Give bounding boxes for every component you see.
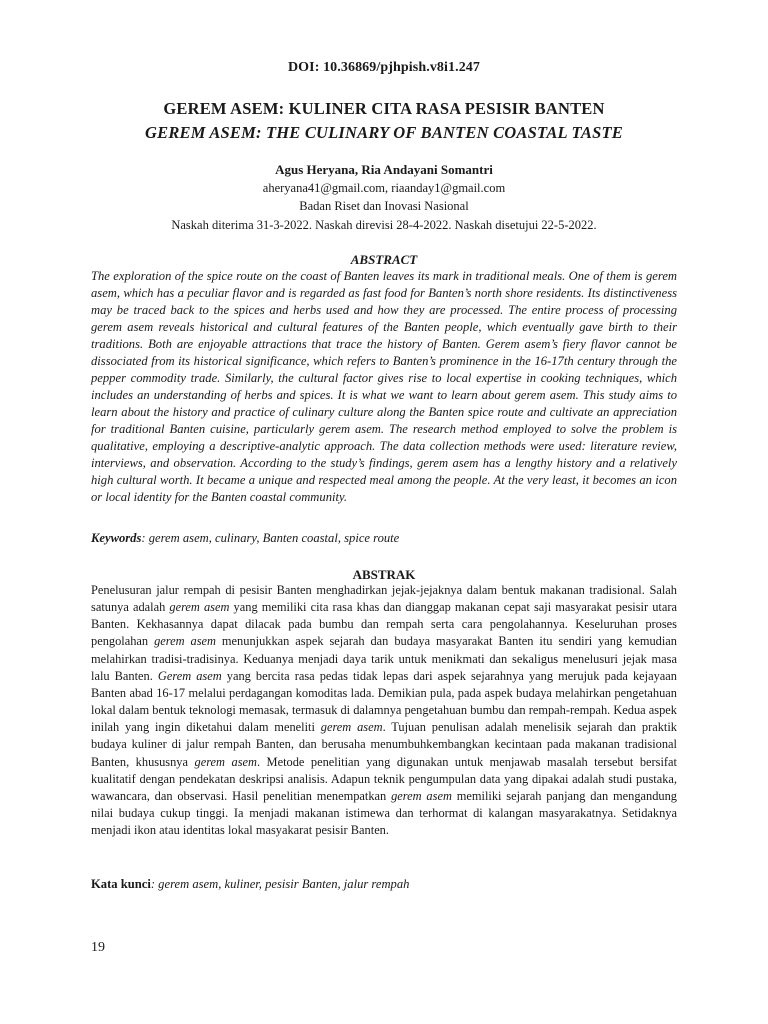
keywords-label: Keywords: [91, 531, 142, 545]
page-number: 19: [91, 940, 105, 955]
title-indonesian: GEREM ASEM: KULINER CITA RASA PESISIR BANTEN: [163, 99, 605, 118]
abstract-body: The exploration of the spice route on the coast of Banten leaves its mark in traditional meals. One of them is gerem asem, which has a peculiar flavor and is regarded as fast food for Banten’s north shore residents. Its distinctiveness may be traced back to the spices and herbs used and how they are processed. The entire process of processing gerem asem reveals historical and cultural features of the Banten people, which eventually gave birth to their traditions. Both are enjoyable attractions that trace the history of Banten. Gerem asem’s fiery flavor cannot be dissociated from its historical significance, which refers to Banten’s prominence in the 16-17th century through the pepper commodity trade. Similarly, the cultural factor gives rise to local expertise in cooking techniques, which includes an understanding of herbs and spices. It is what we want to learn about gerem asem. This study aims to learn about the history and practice of culinary culture along the Banten spice route and cultivate an appreciation for traditional Banten cuisine, particularly gerem asem. The research method employed to solve the problem is qualitative, employing a descriptive-analytic approach. The data collection methods were used: literature review, interviews, and observation. According to the study’s findings, gerem asem has a lengthy history and a relatively high cultural worth. It became a unique and respected meal among the people. At the very least, it becomes an icon or local identity for the Banten coastal community.: [91, 269, 677, 504]
abstrak-body: [91, 582, 677, 839]
doi-line[interactable]: DOI: 10.36869/pjhpish.v8i1.247: [287, 60, 481, 75]
kata-kunci-values: : gerem asem, kuliner, pesisir Banten, jalur rempah: [150, 877, 410, 891]
author-names: Agus Heryana, Ria Andayani Somantri: [275, 162, 493, 177]
manuscript-dates: Naskah diterima 31-3-2022. Naskah direvisi 28-4-2022. Naskah disetujui 22-5-2022.: [171, 218, 597, 232]
keywords-values: : gerem asem, culinary, Banten coastal, spice route: [141, 531, 400, 545]
abstrak-term: gerem asem: [194, 754, 257, 769]
abstrak-text: Penelusuran jalur rempah di pesisir Banten menghadirkan jejak-jejaknya dalam bentuk makanan tradisional. Salah satunya adalah: [91, 583, 677, 615]
abstrak-text: yang bercita rasa pedas tidak lepas dari aspek sejarahnya yang merujuk pada kejayaan Banten abad 16-17 melalui perdagangan komoditas lada. Demikian pula, pada aspek budaya melahirkan pengetahuan lokal dalam bentuk teknologi memasak, termasuk di dalamnya pengetahuan bumbu dan rempah-rempah. Kedua aspek inilah yang ingin diketahui dalam meneliti: [91, 668, 677, 735]
abstrak-term: gerem asem: [320, 720, 383, 735]
author-affiliation: Badan Riset dan Inovasi Nasional: [299, 199, 469, 213]
abstrak-term: gerem asem: [391, 788, 452, 803]
abstrak-text: memiliki sejarah panjang dan mengandung nilai budaya cukup tinggi. Ia menjadi makanan istimewa dan terhormat di kalangan masyarakatnya. Setidaknya menjadi ikon atau identitas lokal masyakarat pesisir Banten.: [91, 788, 677, 838]
kata-kunci-label: Kata kunci: [91, 877, 151, 891]
abstrak-term: gerem asem: [154, 634, 216, 649]
abstrak-heading: ABSTRAK: [352, 567, 416, 582]
abstrak-text: . Tujuan penulisan adalah menelisik sejarah dan praktik budaya kuliner di jalur rempah Banten, dan berusaha menumbuhkembangkan kecintaan pada makanan tradisional Banten, khususnya: [91, 720, 677, 769]
abstrak-text: yang memiliki cita rasa khas dan dianggap makanan cepat saji masyarakat pesisir utara Banten. Kekhasannya dapat dilacak pada bumbu dan rempah serta cara pengolahannya. Keseluruhan proses pengolahan: [91, 600, 677, 649]
keywords-line: [91, 531, 677, 546]
abstrak-term: gerem asem: [169, 600, 230, 615]
kata-kunci-line: [91, 877, 677, 892]
abstrak-term: Gerem asem: [157, 668, 222, 683]
abstrak-text: menunjukkan aspek sejarah dan budaya masyarakat Banten itu sendiri yang kemudian melahirkan tradisi-tradisinya. Keduanya menjadi daya tarik untuk menikmati dan sekaligus menelusuri jejak masa lalu Banten.: [91, 634, 677, 683]
title-english: GEREM ASEM: THE CULINARY OF BANTEN COASTAL TASTE: [145, 123, 623, 142]
author-emails[interactable]: aheryana41@gmail.com, riaanday1@gmail.com: [262, 181, 506, 195]
abstract-heading: ABSTRACT: [350, 252, 418, 267]
abstrak-text: . Metode penelitian yang digunakan untuk menjawab masalah tersebut bersifat kualitatif dengan pendekatan deskripsi analisis. Adapun teknik pengumpulan data yang dipakai adalah studi pustaka, wawancara, dan observasi. Hasil penelitian menempatkan: [91, 754, 677, 803]
